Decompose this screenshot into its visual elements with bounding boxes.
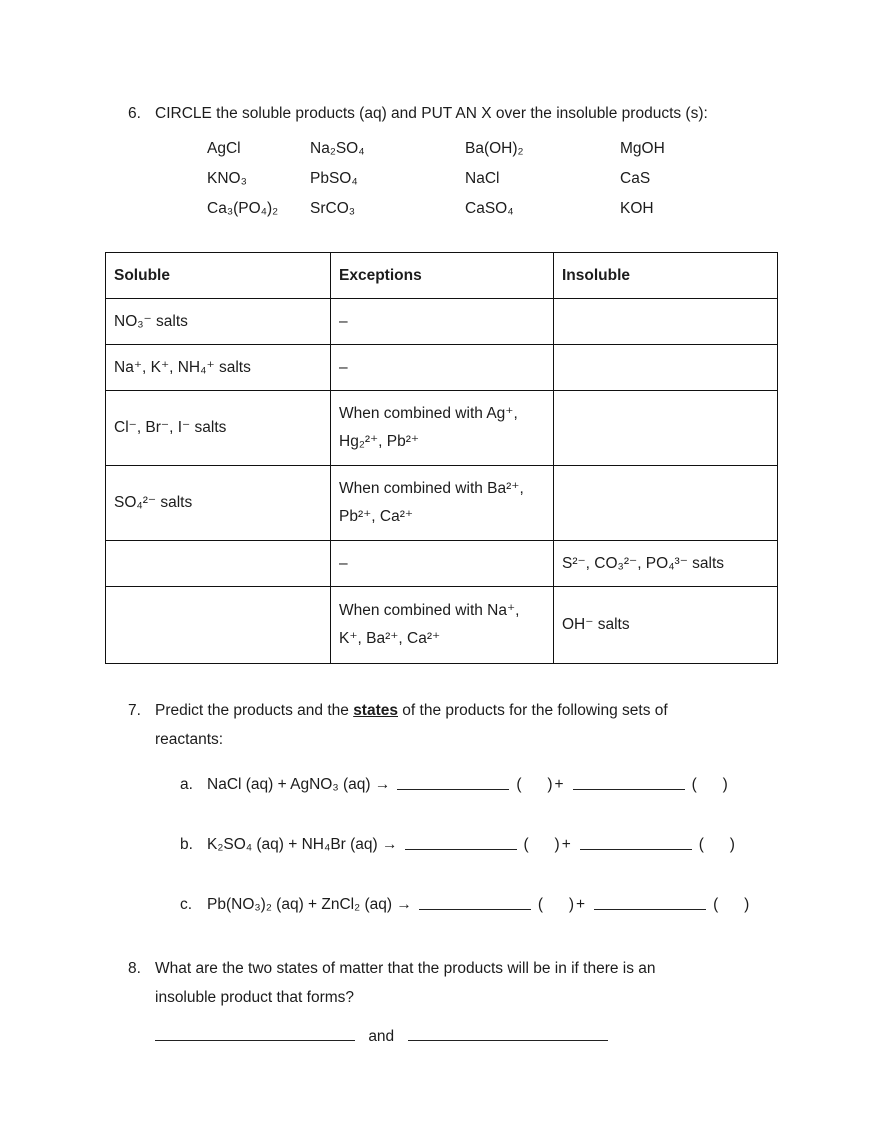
product-2-blank[interactable] [594,894,706,910]
question-8-line2: insoluble product that forms? [155,989,355,1006]
formula-cell: CaSO₄ [465,200,514,217]
cell-soluble: Cl⁻, Br⁻, I⁻ salts [106,391,331,466]
question-7-number: 7. [128,702,141,719]
table-header-row [106,253,778,299]
plus-sign: + [576,896,586,913]
product-2-blank[interactable] [573,774,685,790]
formula-cell: Ca₃(PO₄)₂ [207,200,279,217]
reaction-equation: K₂SO₄ (aq) + NH₄Br (aq) → [207,836,398,853]
question-8-line1: What are the two states of matter that the products will be in if there is an [155,960,656,977]
question-7-prompt-line2: reactants: [155,731,224,748]
formula-cell: CaS [620,170,651,187]
item-letter: a. [180,776,193,793]
product-2-blank[interactable] [580,834,692,850]
reaction-equation: NaCl (aq) + AgNO₃ (aq) → [207,776,391,793]
formula-cell: NaCl [465,170,500,187]
cell-exceptions: When combined with Ag⁺, Hg₂²⁺, Pb²⁺ [331,391,554,466]
question-6-prompt-line [128,103,880,124]
formula-cell: AgCl [207,140,241,157]
state-2-parens: ( ) [691,776,728,793]
and-label: and [368,1028,395,1045]
item-letter: b. [180,836,193,853]
state-2-parens: ( ) [713,896,750,913]
table-row [106,587,778,664]
state-1-parens: ( ) [537,896,574,913]
formula-cell: MgOH [620,140,665,157]
reaction-item-c [180,894,880,915]
state-1-parens: ( ) [516,776,553,793]
formula-cell: Ba(OH)₂ [465,140,524,157]
question-7-prompt-line [128,696,880,725]
reaction-item-a [180,774,880,795]
table-row [106,345,778,391]
cell-insoluble [554,466,778,541]
prompt-emphasis: states [353,702,398,719]
prompt-end: of the products for the following sets of [398,702,668,719]
state-1-parens: ( ) [523,836,560,853]
column-header-soluble: Soluble [106,253,331,299]
question-6 [0,103,880,224]
cell-exceptions: – [331,541,554,587]
solubility-table [105,252,778,664]
table-row [106,299,778,345]
formula-cell: PbSO₄ [310,170,358,187]
table-row [106,466,778,541]
question-8 [0,954,880,1047]
column-header-exceptions: Exceptions [331,253,554,299]
cell-insoluble: S²⁻, CO₃²⁻, PO₄³⁻ salts [554,541,778,587]
reaction-equation: Pb(NO₃)₂ (aq) + ZnCl₂ (aq) → [207,896,412,913]
table-row [106,391,778,466]
cell-soluble: Na⁺, K⁺, NH₄⁺ salts [106,345,331,391]
plus-sign: + [561,836,571,853]
formula-cell: KNO₃ [207,170,247,187]
question-6-prompt: CIRCLE the soluble products (aq) and PUT AN X over the insoluble products (s): [155,105,708,122]
cell-exceptions: When combined with Ba²⁺, Pb²⁺, Ca²⁺ [331,466,554,541]
cell-exceptions: When combined with Na⁺, K⁺, Ba²⁺, Ca²⁺ [331,587,554,664]
question-7-items [0,774,880,915]
prompt-start: Predict the products and the [155,702,354,719]
cell-exceptions: – [331,299,554,345]
cell-soluble [106,587,331,664]
column-header-insoluble: Insoluble [554,253,778,299]
cell-insoluble [554,299,778,345]
question-8-number: 8. [128,960,141,977]
state-2-blank[interactable] [408,1025,608,1041]
cell-insoluble [554,391,778,466]
compound-grid [207,134,880,224]
formula-cell: SrCO₃ [310,200,356,217]
cell-exceptions: – [331,345,554,391]
question-7 [0,696,880,915]
question-8-prompt-line [128,954,880,983]
formula-cell: KOH [620,200,654,217]
product-1-blank[interactable] [397,774,509,790]
product-1-blank[interactable] [419,894,531,910]
state-2-parens: ( ) [698,836,735,853]
question-7-prompt [155,696,668,725]
state-1-blank[interactable] [155,1025,355,1041]
table-row [106,541,778,587]
cell-insoluble: OH⁻ salts [554,587,778,664]
cell-soluble: NO₃⁻ salts [106,299,331,345]
formula-cell: Na₂SO₄ [310,140,365,157]
question-8-answer-line [155,1025,880,1047]
question-6-number: 6. [128,105,141,122]
cell-soluble: SO₄²⁻ salts [106,466,331,541]
reaction-item-b [180,834,880,855]
plus-sign: + [554,776,564,793]
cell-insoluble [554,345,778,391]
cell-soluble [106,541,331,587]
product-1-blank[interactable] [405,834,517,850]
item-letter: c. [180,896,193,913]
